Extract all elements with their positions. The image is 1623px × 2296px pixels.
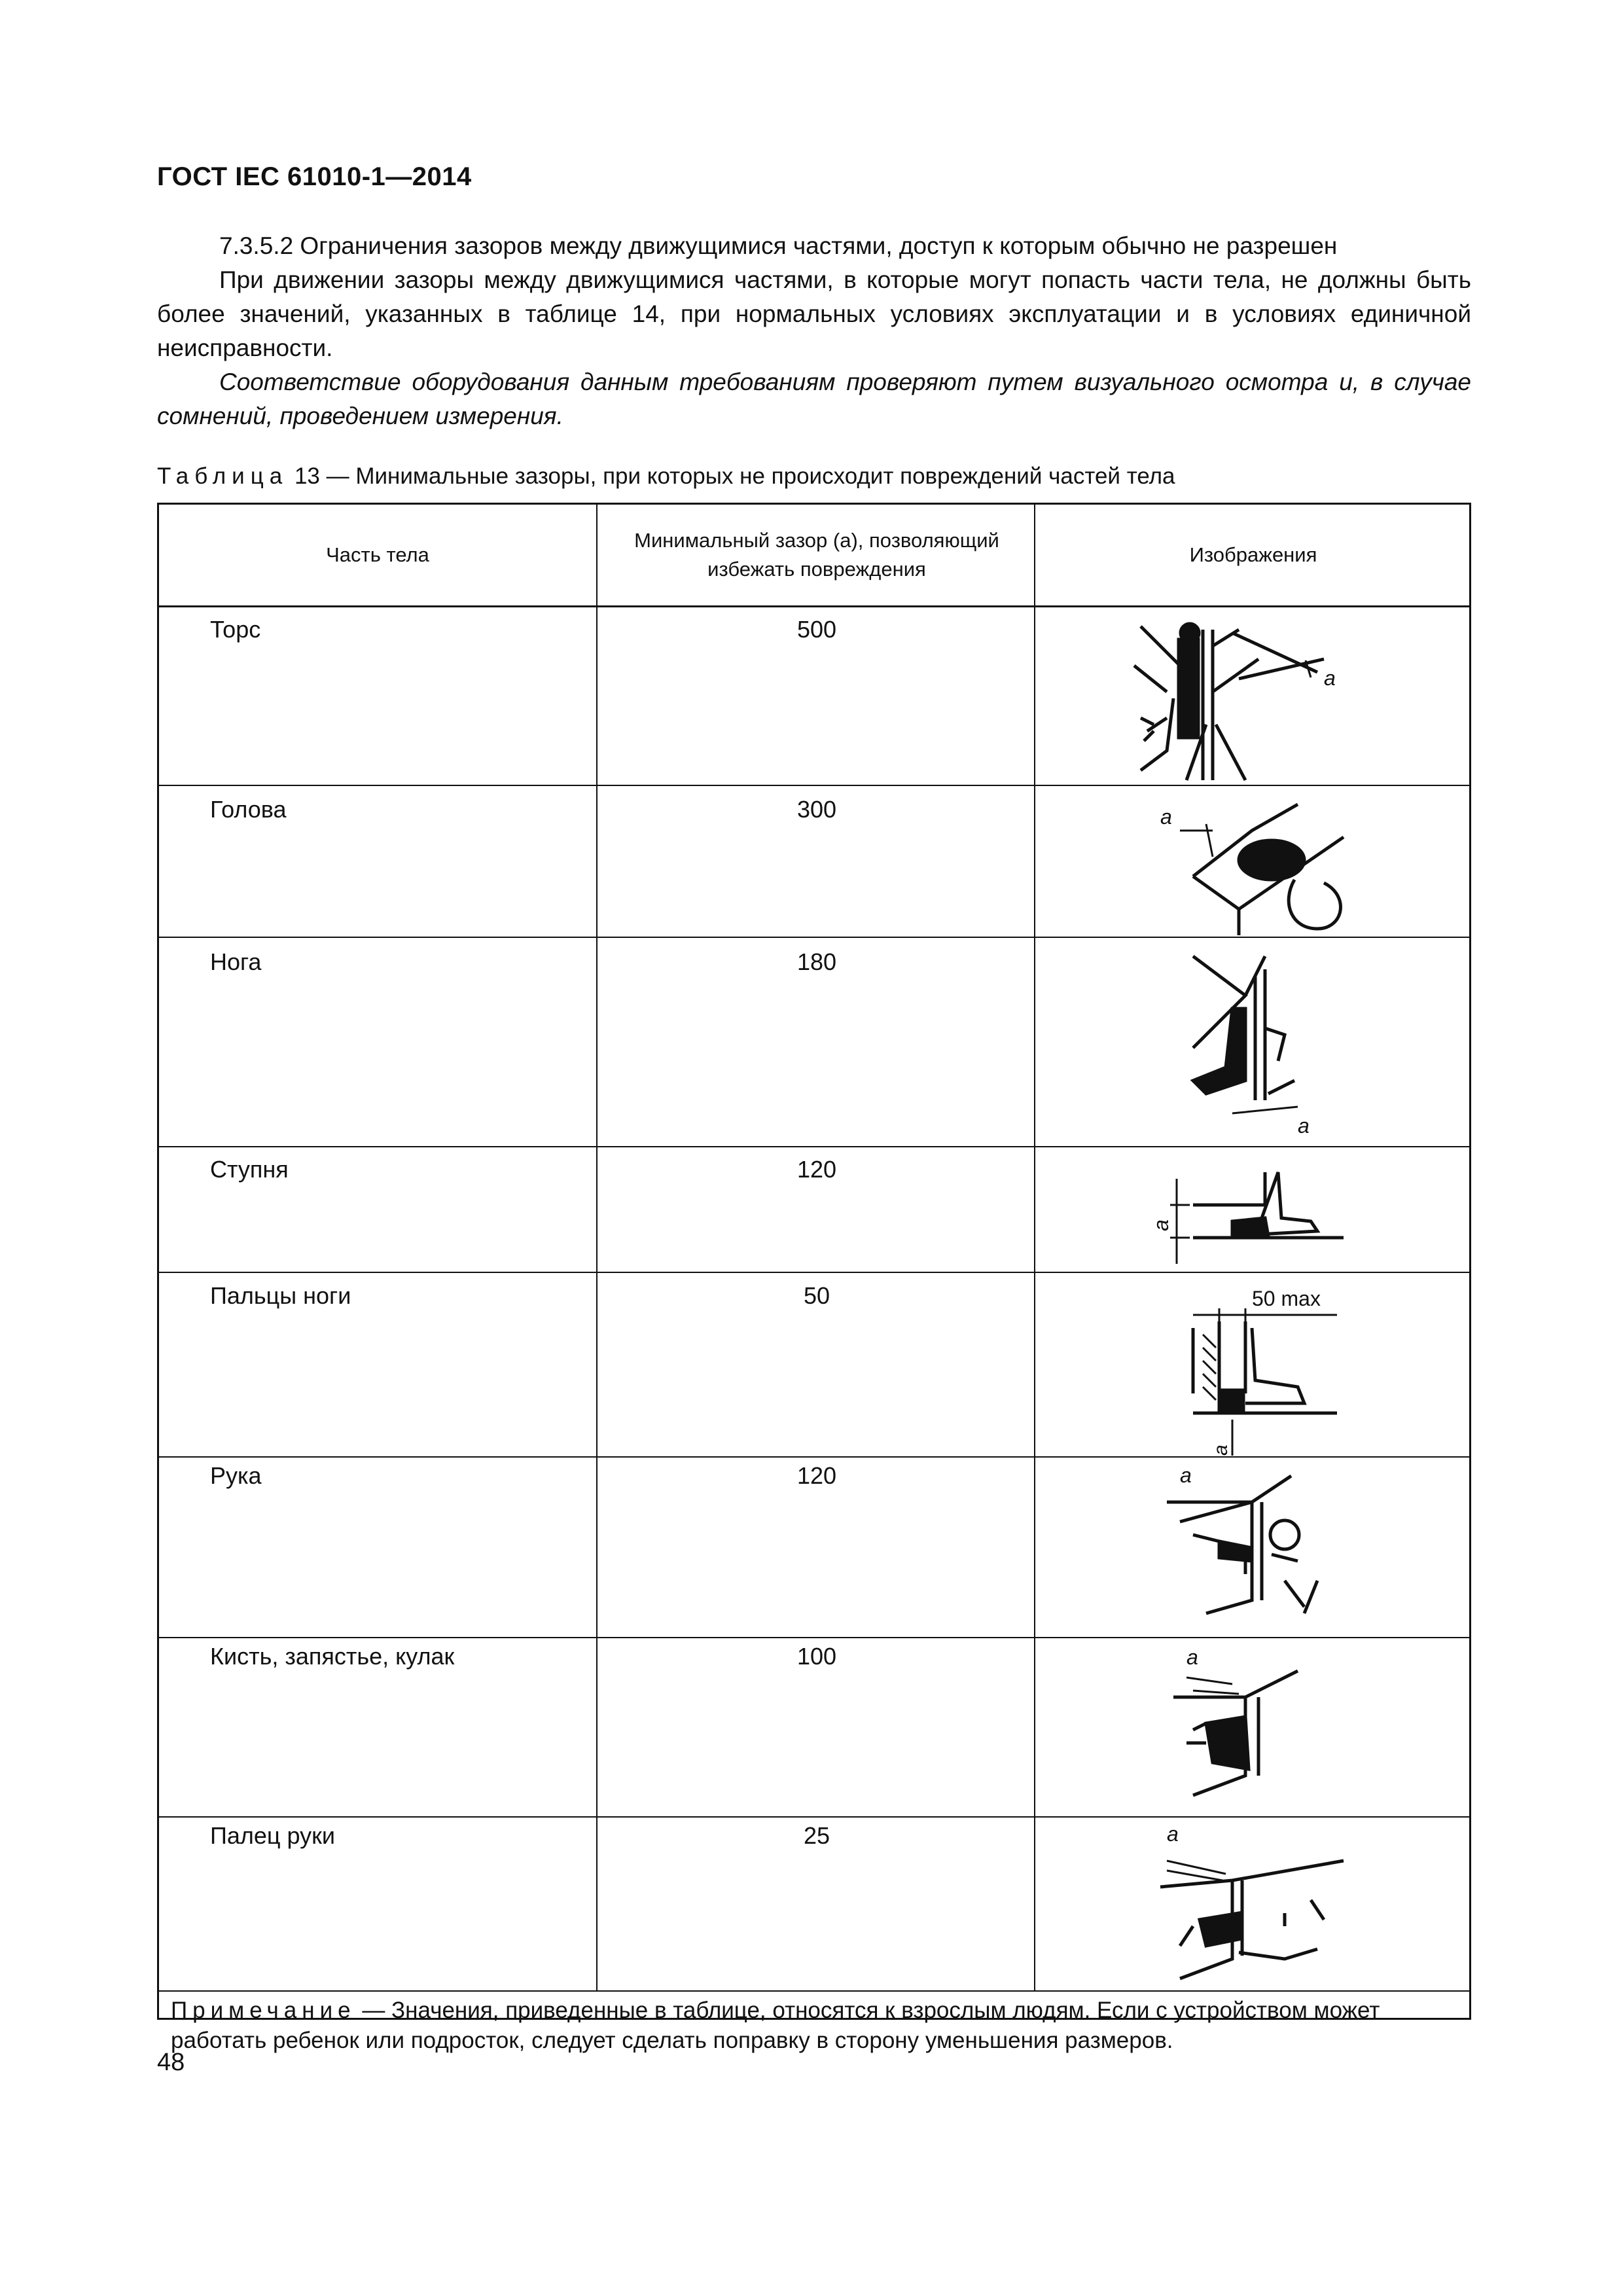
- row-divider: [159, 937, 1469, 938]
- note-label: Примечание: [171, 1998, 356, 2023]
- finger-gap-icon: [1154, 1821, 1350, 1985]
- toes-gap-icon: [1154, 1282, 1350, 1459]
- row-part: Рука: [210, 1462, 262, 1489]
- clearance-table: [157, 503, 1471, 2053]
- header-gap: Минимальный зазор (а), позволяющий избежать повреждения: [634, 529, 999, 581]
- figure-label: a: [1298, 1114, 1310, 1138]
- row-gap-value: 300: [796, 796, 837, 823]
- leg-gap-icon: [1180, 950, 1350, 1145]
- column-divider: [596, 505, 597, 1990]
- arm-gap-icon: [1154, 1463, 1363, 1620]
- figure-label: a: [1324, 666, 1336, 690]
- head-gap-icon: [1154, 798, 1370, 935]
- requirement-paragraph: При движении зазоры между движущимися частями, в которые могут попасть части тела, не должны быть более значений, указанных в таблице 14, при нормальных условиях эксплуатации и в условиях единичной неисправности.: [157, 266, 1471, 361]
- row-part: Палец руки: [210, 1822, 336, 1849]
- document-header: ГОСТ IEC 61010-1—2014: [157, 162, 472, 191]
- row-gap-value: 180: [796, 948, 837, 975]
- row-part: Пальцы ноги: [210, 1282, 351, 1309]
- row-divider: [159, 1990, 1469, 1992]
- row-part: Кисть, запястье, кулак: [210, 1643, 455, 1670]
- figure-label: a: [1149, 1219, 1173, 1231]
- row-gap-value: 120: [796, 1156, 837, 1183]
- note-text: — Значения, приведенные в таблице, относятся к взрослым людям. Если с устройством может работать ребенок или подросток, следует сделать поправку в сторону уменьшения размеров.: [171, 1998, 1380, 2053]
- row-divider: [159, 1456, 1469, 1458]
- page-number: 48: [157, 2049, 185, 2076]
- figure-label: a: [1180, 1463, 1192, 1487]
- table-caption: [157, 463, 1175, 490]
- figure-label: a: [1210, 1444, 1232, 1456]
- column-divider: [1034, 505, 1035, 1990]
- toes-dimension-label: 50 max: [1252, 1287, 1321, 1310]
- header-part: Часть тела: [326, 543, 429, 566]
- section-title: 7.3.5.2 Ограничения зазоров между движущимися частями, доступ к которым обычно не разрешен: [219, 232, 1338, 259]
- row-gap-value: 50: [803, 1282, 830, 1309]
- row-gap-value: 500: [796, 616, 837, 643]
- row-part: Нога: [210, 948, 262, 975]
- row-divider: [159, 1146, 1469, 1147]
- row-gap-value: 25: [803, 1822, 830, 1849]
- table-note: [171, 1996, 1459, 2056]
- table-caption-label: Таблица: [157, 463, 289, 489]
- row-gap-value: 120: [796, 1462, 837, 1489]
- figure-label: a: [1167, 1822, 1179, 1846]
- row-part: Торс: [210, 616, 261, 643]
- hand-gap-icon: [1167, 1645, 1363, 1795]
- header-image: Изображения: [1189, 543, 1317, 566]
- row-divider: [159, 785, 1469, 786]
- torso-gap-icon: [1128, 620, 1363, 791]
- figure-label: a: [1160, 805, 1172, 829]
- row-part: Голова: [210, 796, 287, 823]
- figure-label: a: [1186, 1645, 1198, 1669]
- row-part: Ступня: [210, 1156, 289, 1183]
- table-caption-text: 13 — Минимальные зазоры, при которых не происходит повреждений частей тела: [288, 463, 1175, 489]
- row-divider: [159, 1637, 1469, 1638]
- header-divider: [159, 605, 1469, 607]
- row-divider: [159, 1272, 1469, 1273]
- row-gap-value: 100: [796, 1643, 837, 1670]
- row-divider: [159, 1816, 1469, 1818]
- foot-gap-icon: [1149, 1159, 1350, 1270]
- compliance-paragraph: Соответствие оборудования данным требованиям проверяют путем визуального осмотра и, в случае сомнений, проведением измерения.: [157, 368, 1471, 429]
